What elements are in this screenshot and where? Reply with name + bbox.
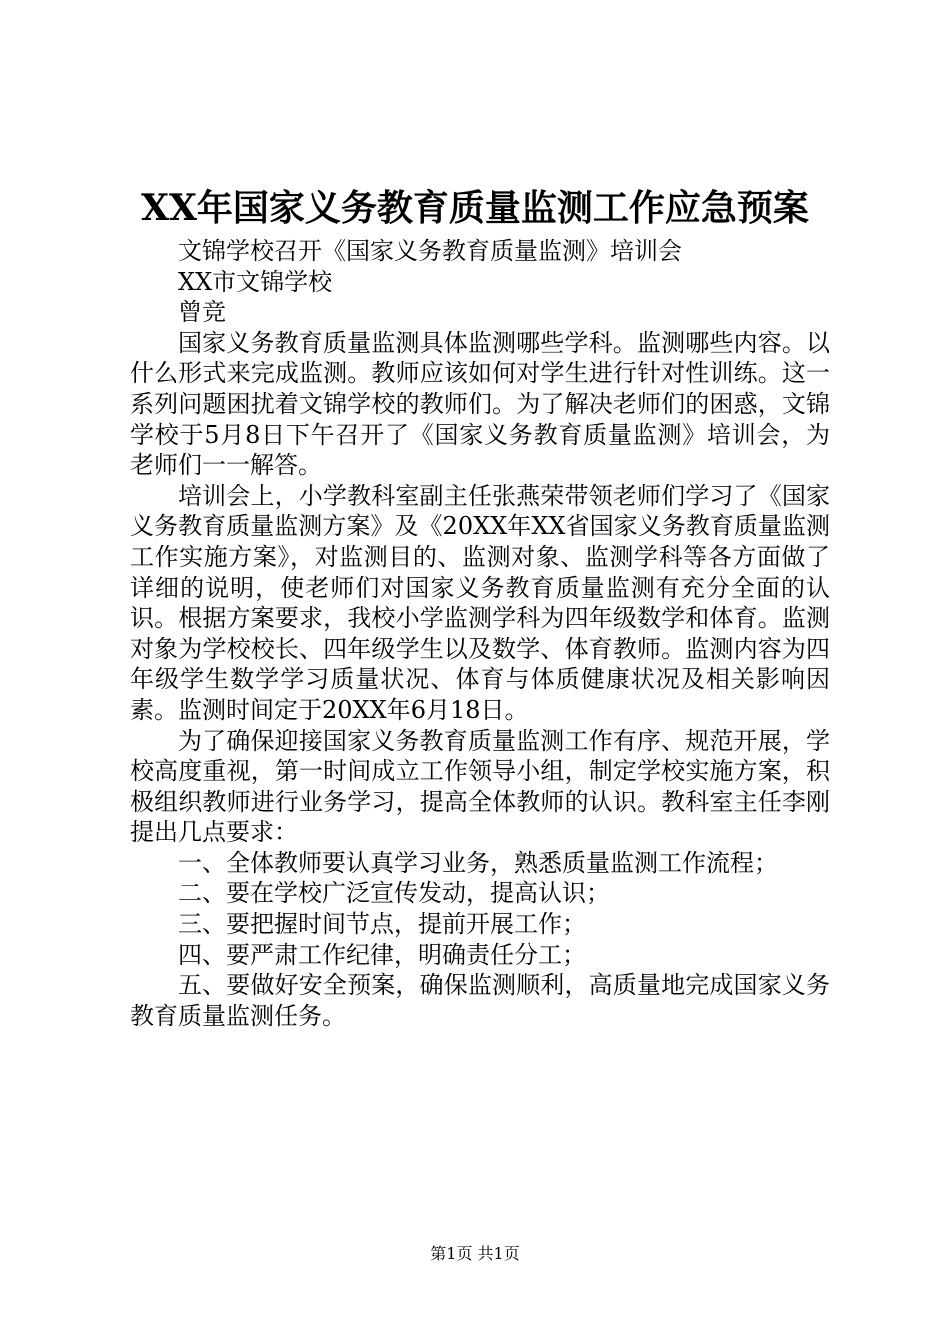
document-title: XX年国家义务教育质量监测工作应急预案 xyxy=(141,187,809,229)
requirement-1: 一、全体教师要认真学习业务，熟悉质量监测工作流程； xyxy=(178,848,778,877)
paragraph-1: 国家义务教育质量监测具体监测哪些学科。监测哪些内容。以什么形式来完成监测。教师应该如何对学生进行针对性训练。这一系列问题困扰着文锦学校的教师们。为了解决老师们的困惑，文锦学校于5月8日下午召开了《国家义务教育质量监测》培训会，为老师们一一解答。 xyxy=(130,328,830,480)
school-line: XX市文锦学校 xyxy=(178,267,333,296)
requirement-5: 五、要做好安全预案，确保监测顺利，高质量地完成国家义务教育质量监测任务。 xyxy=(130,971,830,1030)
requirement-3: 三、要把握时间节点，提前开展工作； xyxy=(178,910,586,939)
document-body xyxy=(130,236,830,1031)
author-line: 曾竞 xyxy=(178,298,226,327)
page-footer: 第1页 共1页 xyxy=(430,1244,520,1263)
paragraph-2: 培训会上，小学教科室副主任张燕荣带领老师们学习了《国家义务教育质量监测方案》及《20XX年XX省国家义务教育质量监测工作实施方案》，对监测目的、监测对象、监测学科等各方面做了详细的说明，使老师们对国家义务教育质量监测有充分全面的认识。根据方案要求，我校小学监测学科为四年级数学和体育。监测对象为学校校长、四年级学生以及数学、体育教师。监测内容为四年级学生数学学习质量状况、体育与体质健康状况及相关影响因素。监测时间定于20XX年6月18日。 xyxy=(130,481,830,724)
requirement-2: 二、要在学校广泛宣传发动，提高认识； xyxy=(178,879,610,908)
requirement-4: 四、要严肃工作纪律，明确责任分工； xyxy=(178,940,586,969)
subtitle-line: 文锦学校召开《国家义务教育质量监测》培训会 xyxy=(178,237,682,265)
paragraph-3: 为了确保迎接国家义务教育质量监测工作有序、规范开展，学校高度重视，第一时间成立工作领导小组，制定学校实施方案，积极组织教师进行业务学习，提高全体教师的认识。教科室主任李刚提出几点要求： xyxy=(130,726,830,847)
